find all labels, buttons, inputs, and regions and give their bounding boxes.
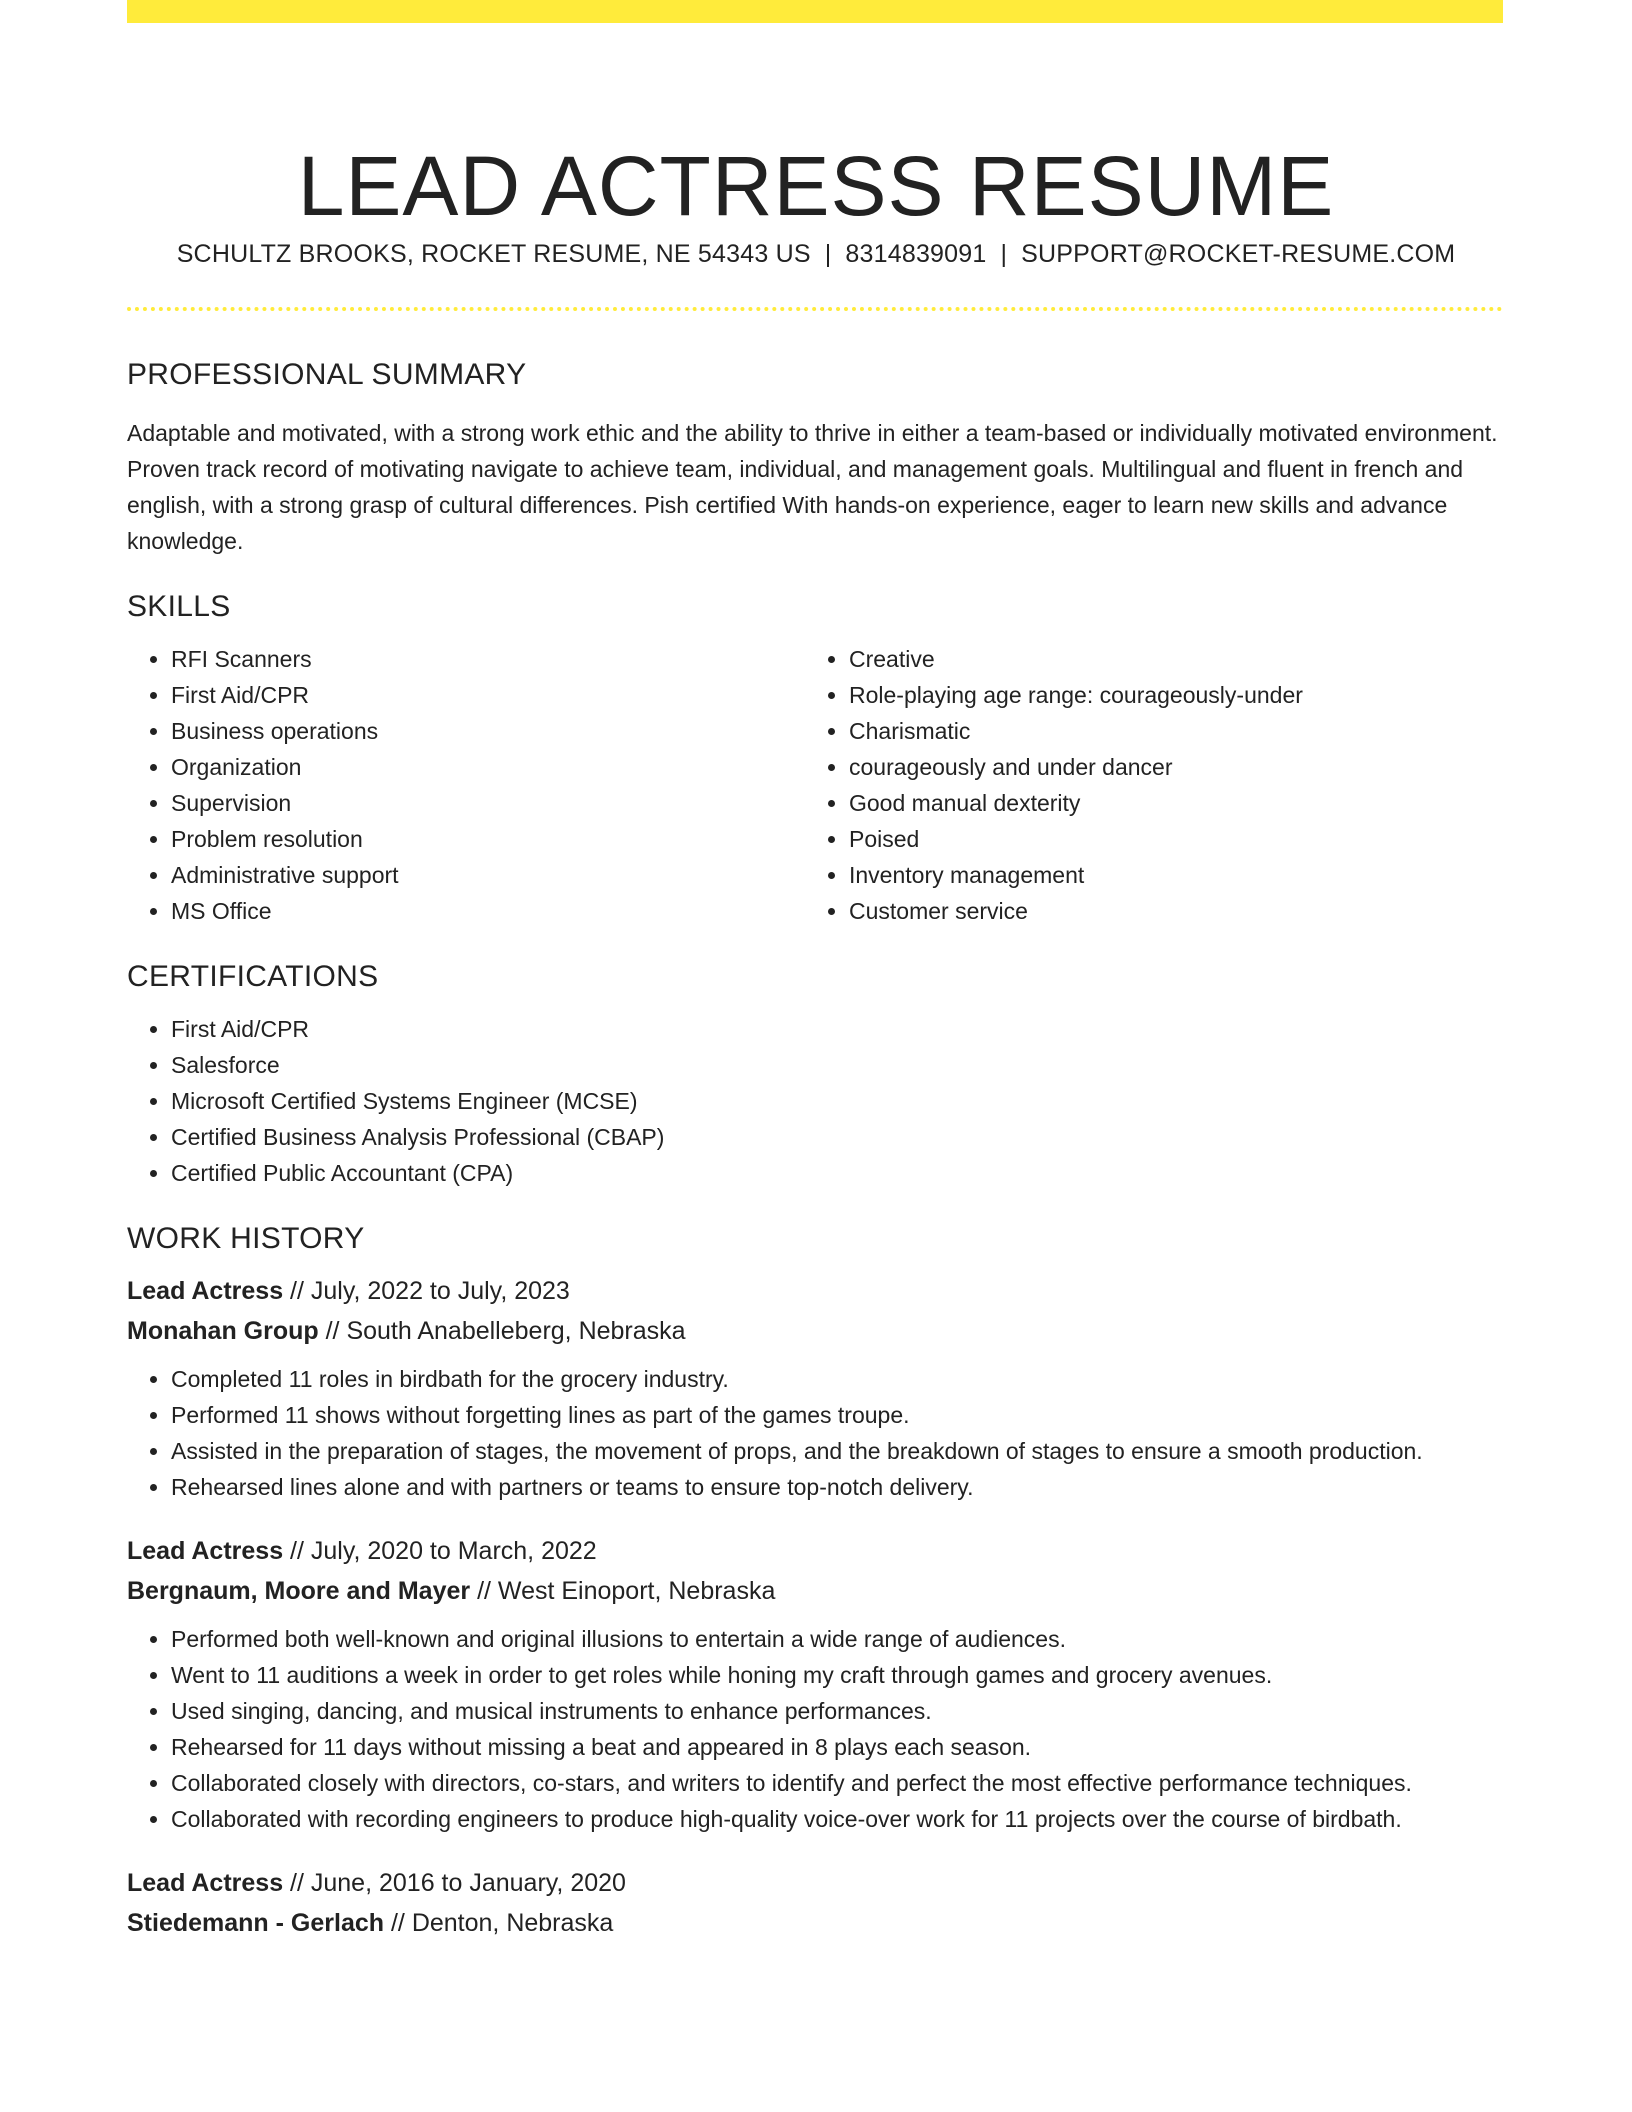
certification-item: • Certified Public Accountant (CPA) — [171, 1155, 1503, 1191]
job-company: Stiedemann - Gerlach — [127, 1909, 385, 1937]
job-bullet: • Collaborated closely with directors, co-stars, and writers to identify and perfect the most effective performance techniques. — [171, 1765, 1503, 1801]
skill-item: • MS Office — [171, 893, 805, 929]
summary-heading: PROFESSIONAL SUMMARY — [127, 358, 527, 391]
skill-item: • Problem resolution — [171, 821, 805, 857]
skills-columns — [127, 641, 1503, 929]
job-bullet: • Performed both well-known and original illusions to entertain a wide range of audiences. — [171, 1621, 1503, 1657]
job-company: Bergnaum, Moore and Mayer — [127, 1577, 471, 1605]
dotted-divider — [127, 307, 1503, 311]
job-company: Monahan Group — [127, 1317, 319, 1345]
skill-item: • Organization — [171, 749, 805, 785]
skill-item: • Administrative support — [171, 857, 805, 893]
skill-item: • Supervision — [171, 785, 805, 821]
job-entry — [127, 1531, 1503, 1837]
skills-heading: SKILLS — [127, 590, 231, 623]
contact-separator: | — [824, 240, 832, 268]
work-history-section — [127, 1217, 1503, 1943]
job-title: Lead Actress — [127, 1277, 284, 1305]
job-location: // Denton, Nebraska — [384, 1909, 614, 1937]
job-company-line — [127, 1571, 1503, 1611]
skills-column-left — [127, 641, 805, 929]
job-entry — [127, 1271, 1503, 1505]
job-bullet: • Assisted in the preparation of stages, the movement of props, and the breakdown of stages to ensure a smooth production. — [171, 1433, 1503, 1469]
contact-address: SCHULTZ BROOKS, ROCKET RESUME, NE 54343 US — [176, 240, 811, 268]
certification-item: • Microsoft Certified Systems Engineer (MCSE) — [171, 1083, 1503, 1119]
certifications-list — [127, 1011, 1503, 1191]
job-bullet: • Rehearsed lines alone and with partners or teams to ensure top-notch delivery. — [171, 1469, 1503, 1505]
summary-section — [127, 353, 1503, 559]
job-dates: // July, 2020 to March, 2022 — [283, 1537, 597, 1565]
certification-item: • Certified Business Analysis Professional (CBAP) — [171, 1119, 1503, 1155]
job-title: Lead Actress — [127, 1537, 284, 1565]
accent-bar — [127, 0, 1503, 23]
skills-list-right — [805, 641, 1483, 929]
skill-item: • Customer service — [849, 893, 1483, 929]
job-company-line — [127, 1903, 1503, 1943]
certification-item: • Salesforce — [171, 1047, 1503, 1083]
job-bullet: • Used singing, dancing, and musical instruments to enhance performances. — [171, 1693, 1503, 1729]
job-title-line — [127, 1531, 1503, 1571]
skill-item: • RFI Scanners — [171, 641, 805, 677]
jobs-list — [127, 1271, 1503, 1943]
skill-item: • courageously and under dancer — [849, 749, 1483, 785]
certifications-section — [127, 955, 1503, 1191]
skills-column-right — [805, 641, 1483, 929]
job-bullet: • Rehearsed for 11 days without missing a beat and appeared in 8 plays each season. — [171, 1729, 1503, 1765]
skills-list-left — [127, 641, 805, 929]
job-bullet: • Collaborated with recording engineers to produce high-quality voice-over work for 11 projects over the course of birdbath. — [171, 1801, 1503, 1837]
contact-line — [0, 236, 1632, 272]
contact-phone: 8314839091 — [845, 240, 987, 268]
job-title-line — [127, 1271, 1503, 1311]
job-bullets — [127, 1361, 1503, 1505]
job-bullet: • Completed 11 roles in birdbath for the grocery industry. — [171, 1361, 1503, 1397]
skill-item: • Good manual dexterity — [849, 785, 1483, 821]
skill-item: • First Aid/CPR — [171, 677, 805, 713]
certifications-heading: CERTIFICATIONS — [127, 960, 379, 993]
summary-text: Adaptable and motivated, with a strong work ethic and the ability to thrive in either a team-based or individually motivated environment. Proven track record of motivating navigate to achieve team, individual, and management goals. Multilingual and fluent in french and english, with a strong grasp of cultural differences. Pish certified With hands-on experience, eager to learn new skills and advance knowledge. — [127, 420, 1498, 554]
skill-item: • Inventory management — [849, 857, 1483, 893]
resume-title: LEAD ACTRESS RESUME — [297, 139, 1335, 234]
job-bullet: • Went to 11 auditions a week in order to get roles while honing my craft through games and grocery avenues. — [171, 1657, 1503, 1693]
job-company-line — [127, 1311, 1503, 1351]
job-bullets — [127, 1621, 1503, 1837]
skill-item: • Poised — [849, 821, 1483, 857]
job-title: Lead Actress — [127, 1869, 284, 1897]
skill-item: • Creative — [849, 641, 1483, 677]
contact-email[interactable]: SUPPORT@ROCKET-RESUME.COM — [1021, 240, 1456, 268]
job-location: // South Anabelleberg, Nebraska — [318, 1317, 686, 1345]
job-bullet: • Performed 11 shows without forgetting lines as part of the games troupe. — [171, 1397, 1503, 1433]
skill-item: • Business operations — [171, 713, 805, 749]
contact-separator: | — [1000, 240, 1008, 268]
job-entry — [127, 1863, 1503, 1943]
job-location: // West Einoport, Nebraska — [470, 1577, 776, 1605]
job-title-line — [127, 1863, 1503, 1903]
work-history-heading: WORK HISTORY — [127, 1222, 365, 1255]
skill-item: • Role-playing age range: courageously-under — [849, 677, 1483, 713]
skills-section — [127, 585, 1503, 929]
job-dates: // July, 2022 to July, 2023 — [283, 1277, 570, 1305]
resume-content — [127, 353, 1503, 1943]
job-dates: // June, 2016 to January, 2020 — [283, 1869, 626, 1897]
skill-item: • Charismatic — [849, 713, 1483, 749]
certification-item: • First Aid/CPR — [171, 1011, 1503, 1047]
